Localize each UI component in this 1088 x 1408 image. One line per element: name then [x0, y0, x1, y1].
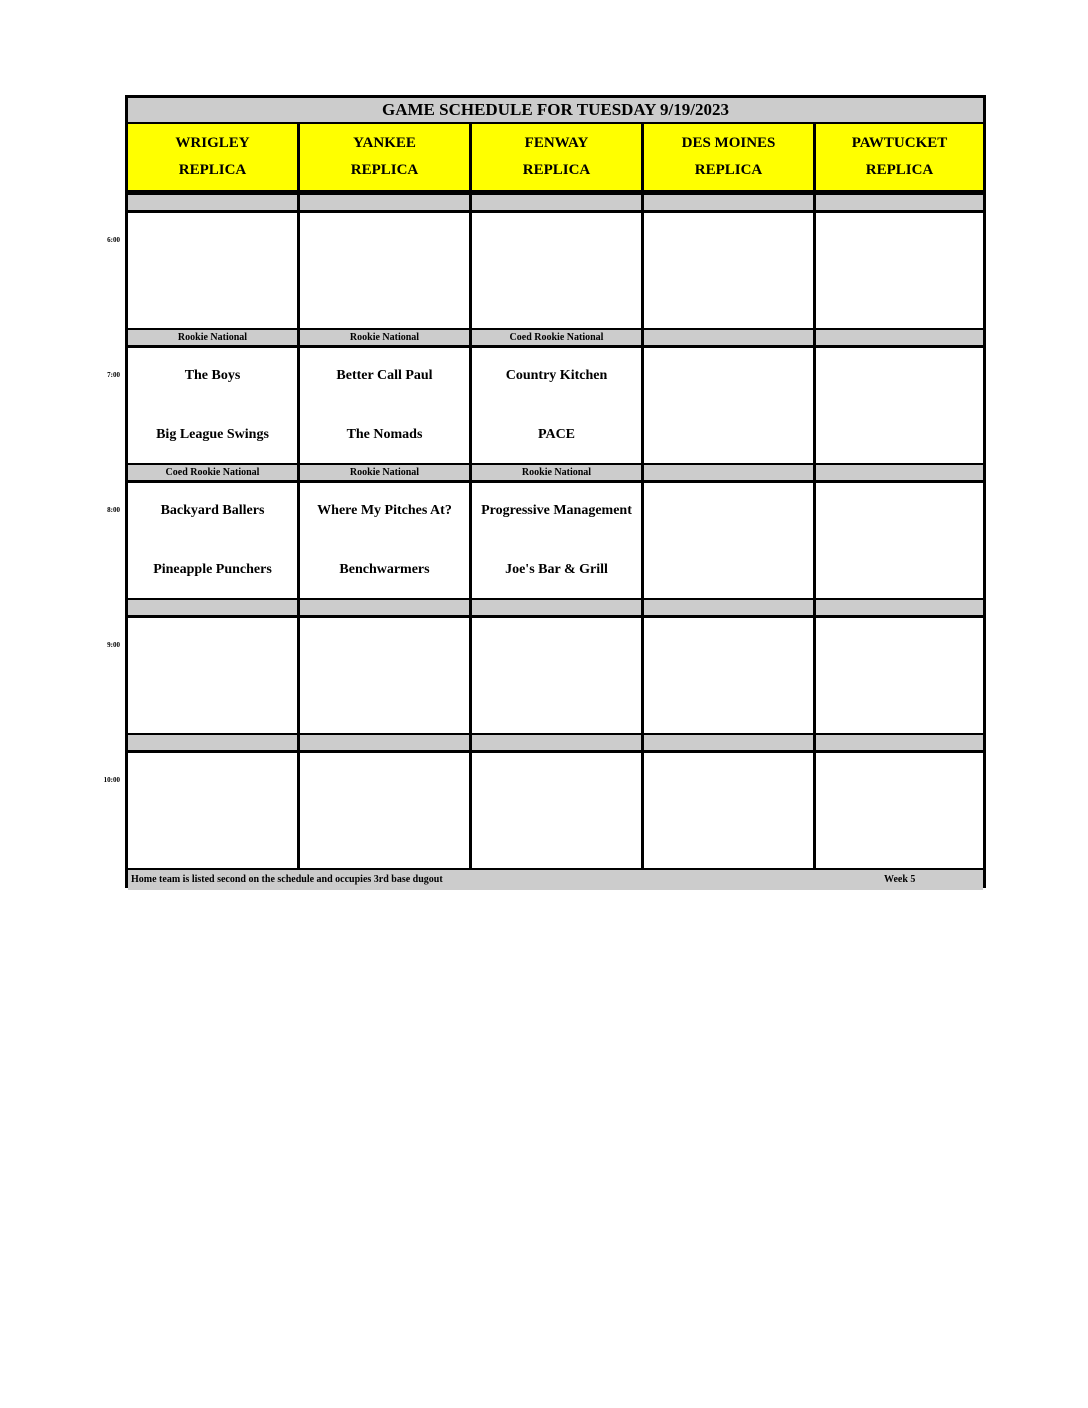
field-header-2	[472, 124, 644, 190]
game-cell	[644, 213, 816, 328]
division-label	[816, 735, 983, 750]
field-name: PAWTUCKET	[851, 135, 948, 151]
time-label: 8:00	[107, 506, 120, 514]
away-team: Country Kitchen	[505, 368, 608, 383]
game-cell	[472, 483, 644, 598]
field-name: DES MOINES	[681, 135, 776, 151]
field-name: FENWAY	[524, 135, 589, 151]
field-header-1	[300, 124, 472, 190]
game-cell	[300, 483, 472, 598]
division-label: Coed Rookie National	[128, 465, 300, 480]
field-name: YANKEE	[353, 135, 416, 151]
game-cell	[816, 753, 983, 868]
division-label: Rookie National	[300, 465, 472, 480]
division-label	[644, 735, 816, 750]
field-subtitle: REPLICA	[865, 162, 934, 178]
division-label	[816, 600, 983, 615]
game-cell	[472, 348, 644, 463]
schedule-table	[125, 95, 986, 888]
division-label: Rookie National	[472, 465, 644, 480]
game-row	[128, 483, 983, 598]
game-cell	[644, 753, 816, 868]
away-team: Better Call Paul	[336, 368, 433, 383]
game-cell	[300, 213, 472, 328]
division-label: Coed Rookie National	[472, 330, 644, 345]
home-team: Joe's Bar & Grill	[505, 562, 608, 577]
field-subtitle: REPLICA	[350, 162, 419, 178]
division-label	[472, 600, 644, 615]
division-label	[472, 735, 644, 750]
game-cell	[472, 618, 644, 733]
game-cell	[128, 348, 300, 463]
schedule-title-text: GAME SCHEDULE FOR TUESDAY 9/19/2023	[382, 100, 729, 119]
game-cell	[644, 618, 816, 733]
field-header-4	[816, 124, 983, 190]
game-cell	[472, 213, 644, 328]
time-label: 6:00	[107, 236, 120, 244]
division-label	[300, 600, 472, 615]
game-cell	[816, 348, 983, 463]
division-label	[128, 735, 300, 750]
game-cell	[816, 483, 983, 598]
game-cell	[816, 213, 983, 328]
away-team: Backyard Ballers	[160, 503, 265, 518]
home-team: PACE	[537, 427, 576, 442]
game-cell	[128, 483, 300, 598]
footer-row	[128, 868, 983, 890]
week-label: Week 5	[884, 874, 916, 885]
game-row	[128, 753, 983, 868]
game-cell	[300, 348, 472, 463]
field-header-3	[644, 124, 816, 190]
game-cell	[816, 618, 983, 733]
away-team: The Boys	[184, 368, 241, 383]
game-cell	[300, 618, 472, 733]
game-cell	[300, 753, 472, 868]
division-row	[128, 463, 983, 483]
home-team: The Nomads	[346, 427, 423, 442]
field-subtitle: REPLICA	[522, 162, 591, 178]
division-label: Rookie National	[128, 330, 300, 345]
game-cell	[128, 618, 300, 733]
game-cell	[644, 483, 816, 598]
division-label	[816, 330, 983, 345]
away-team: Where My Pitches At?	[317, 503, 452, 518]
field-header-0	[128, 124, 300, 190]
game-cell	[644, 348, 816, 463]
game-row	[128, 213, 983, 328]
game-cell	[472, 753, 644, 868]
away-team: Progressive Management	[481, 503, 632, 518]
division-row	[128, 598, 983, 618]
time-label: 7:00	[107, 371, 120, 379]
division-label	[128, 195, 300, 210]
division-label	[644, 600, 816, 615]
field-subtitle: REPLICA	[178, 162, 247, 178]
division-label	[644, 195, 816, 210]
time-label: 9:00	[107, 641, 120, 649]
division-label	[644, 330, 816, 345]
division-label	[128, 600, 300, 615]
division-row	[128, 328, 983, 348]
game-cell	[128, 213, 300, 328]
field-subtitle: REPLICA	[694, 162, 763, 178]
home-team: Big League Swings	[156, 427, 269, 442]
game-row	[128, 618, 983, 733]
division-label	[816, 465, 983, 480]
field-name: WRIGLEY	[175, 135, 250, 151]
division-row	[128, 193, 983, 213]
time-label: 10:00	[103, 776, 120, 784]
schedule-title	[128, 98, 983, 124]
division-label	[644, 465, 816, 480]
field-header-row	[128, 124, 983, 193]
division-label	[300, 195, 472, 210]
home-team-note: Home team is listed second on the schedule and occupies 3rd base dugout	[131, 874, 443, 885]
game-row	[128, 348, 983, 463]
division-label	[816, 195, 983, 210]
division-label	[472, 195, 644, 210]
home-team: Pineapple Punchers	[153, 562, 272, 577]
division-row	[128, 733, 983, 753]
division-label: Rookie National	[300, 330, 472, 345]
game-cell	[128, 753, 300, 868]
division-label	[300, 735, 472, 750]
home-team: Benchwarmers	[339, 562, 430, 577]
